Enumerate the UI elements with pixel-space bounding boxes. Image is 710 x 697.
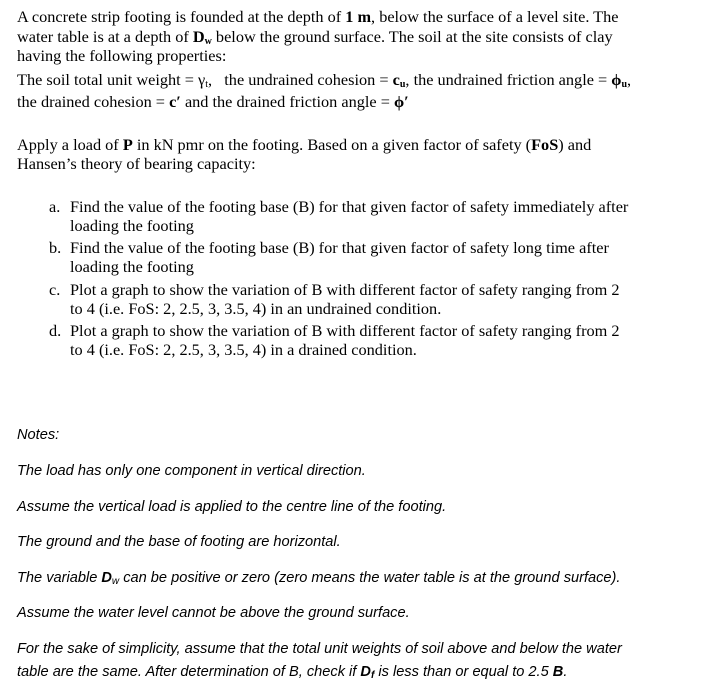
text: , bbox=[627, 70, 632, 89]
text: is less than or equal to 2.5 bbox=[374, 664, 553, 680]
note: Assume the water level cannot be above the ground surface. bbox=[17, 605, 410, 621]
symbol: B bbox=[552, 664, 564, 680]
subscript: w bbox=[111, 576, 120, 587]
symbol: D bbox=[101, 570, 112, 586]
symbol: D bbox=[192, 27, 205, 46]
text-line bbox=[17, 27, 613, 47]
task-text: Plot a graph to show the variation of B with different factor of safety ranging from 2 bbox=[70, 280, 620, 299]
note bbox=[17, 569, 620, 587]
note: Assume the vertical load is applied to the centre line of the footing. bbox=[17, 499, 447, 515]
note: The load has only one component in vertical direction. bbox=[17, 463, 366, 479]
text-line: having the following properties: bbox=[17, 46, 227, 65]
notes-title: Notes: bbox=[17, 427, 60, 443]
text: . bbox=[563, 664, 568, 680]
task-letter: c. bbox=[49, 280, 61, 299]
note bbox=[17, 663, 567, 681]
task-text: loading the footing bbox=[70, 257, 194, 276]
task-text: to 4 (i.e. FoS: 2, 2.5, 3, 3.5, 4) in a drained condition. bbox=[70, 340, 417, 359]
task-text: Find the value of the footing base (B) for that given factor of safety long time after bbox=[70, 238, 609, 257]
symbol: ϕ bbox=[611, 70, 622, 89]
note: For the sake of simplicity, assume that the total unit weights of soil above and below the water bbox=[17, 641, 622, 657]
text: table are the same. After determination of B, check if bbox=[17, 664, 361, 680]
subscript: t bbox=[205, 79, 208, 90]
text: water table is at a depth of bbox=[17, 27, 193, 46]
text: The variable bbox=[17, 570, 102, 586]
subscript: u bbox=[621, 79, 628, 90]
depth-value: 1 m bbox=[345, 7, 372, 26]
symbol: P bbox=[122, 135, 133, 154]
task-text: Find the value of the footing base (B) for that given factor of safety immediately after bbox=[70, 197, 629, 216]
text-line bbox=[17, 92, 409, 112]
text-line bbox=[17, 7, 619, 27]
symbol: c bbox=[392, 70, 400, 89]
subscript: w bbox=[204, 36, 212, 47]
task-text: to 4 (i.e. FoS: 2, 2.5, 3, 3.5, 4) in an undrained condition. bbox=[70, 299, 442, 318]
symbol: ϕ′ bbox=[393, 92, 409, 111]
text: ) and bbox=[558, 135, 592, 154]
task-text: Plot a graph to show the variation of B with different factor of safety ranging from 2 bbox=[70, 321, 620, 340]
symbol: FoS bbox=[531, 135, 559, 154]
task-letter: d. bbox=[49, 321, 62, 340]
task-letter: a. bbox=[49, 197, 61, 216]
text-line bbox=[17, 70, 631, 90]
symbol: D bbox=[360, 664, 371, 680]
note: The ground and the base of footing are horizontal. bbox=[17, 534, 341, 550]
text: The soil total unit weight = γ bbox=[17, 70, 206, 89]
text-line bbox=[17, 135, 591, 155]
task-text: loading the footing bbox=[70, 216, 194, 235]
subscript: u bbox=[399, 79, 406, 90]
text: can be positive or zero (zero means the water table is at the ground surface). bbox=[119, 570, 621, 586]
subscript: f bbox=[370, 670, 375, 681]
task-letter: b. bbox=[49, 238, 62, 257]
text: Apply a load of bbox=[17, 135, 123, 154]
text: the drained cohesion = bbox=[17, 92, 170, 111]
text-line: Hansen’s theory of bearing capacity: bbox=[17, 154, 256, 173]
text: below the ground surface. The soil at the site consists of clay bbox=[211, 27, 613, 46]
text: , the undrained cohesion = bbox=[208, 70, 393, 89]
text: , below the surface of a level site. The bbox=[371, 7, 619, 26]
text: in kN pmr on the footing. Based on a given factor of safety ( bbox=[132, 135, 532, 154]
text: A concrete strip footing is founded at the depth of bbox=[17, 7, 346, 26]
symbol: c′ bbox=[169, 92, 181, 111]
text: , the undrained friction angle = bbox=[405, 70, 612, 89]
text: and the drained friction angle = bbox=[180, 92, 394, 111]
